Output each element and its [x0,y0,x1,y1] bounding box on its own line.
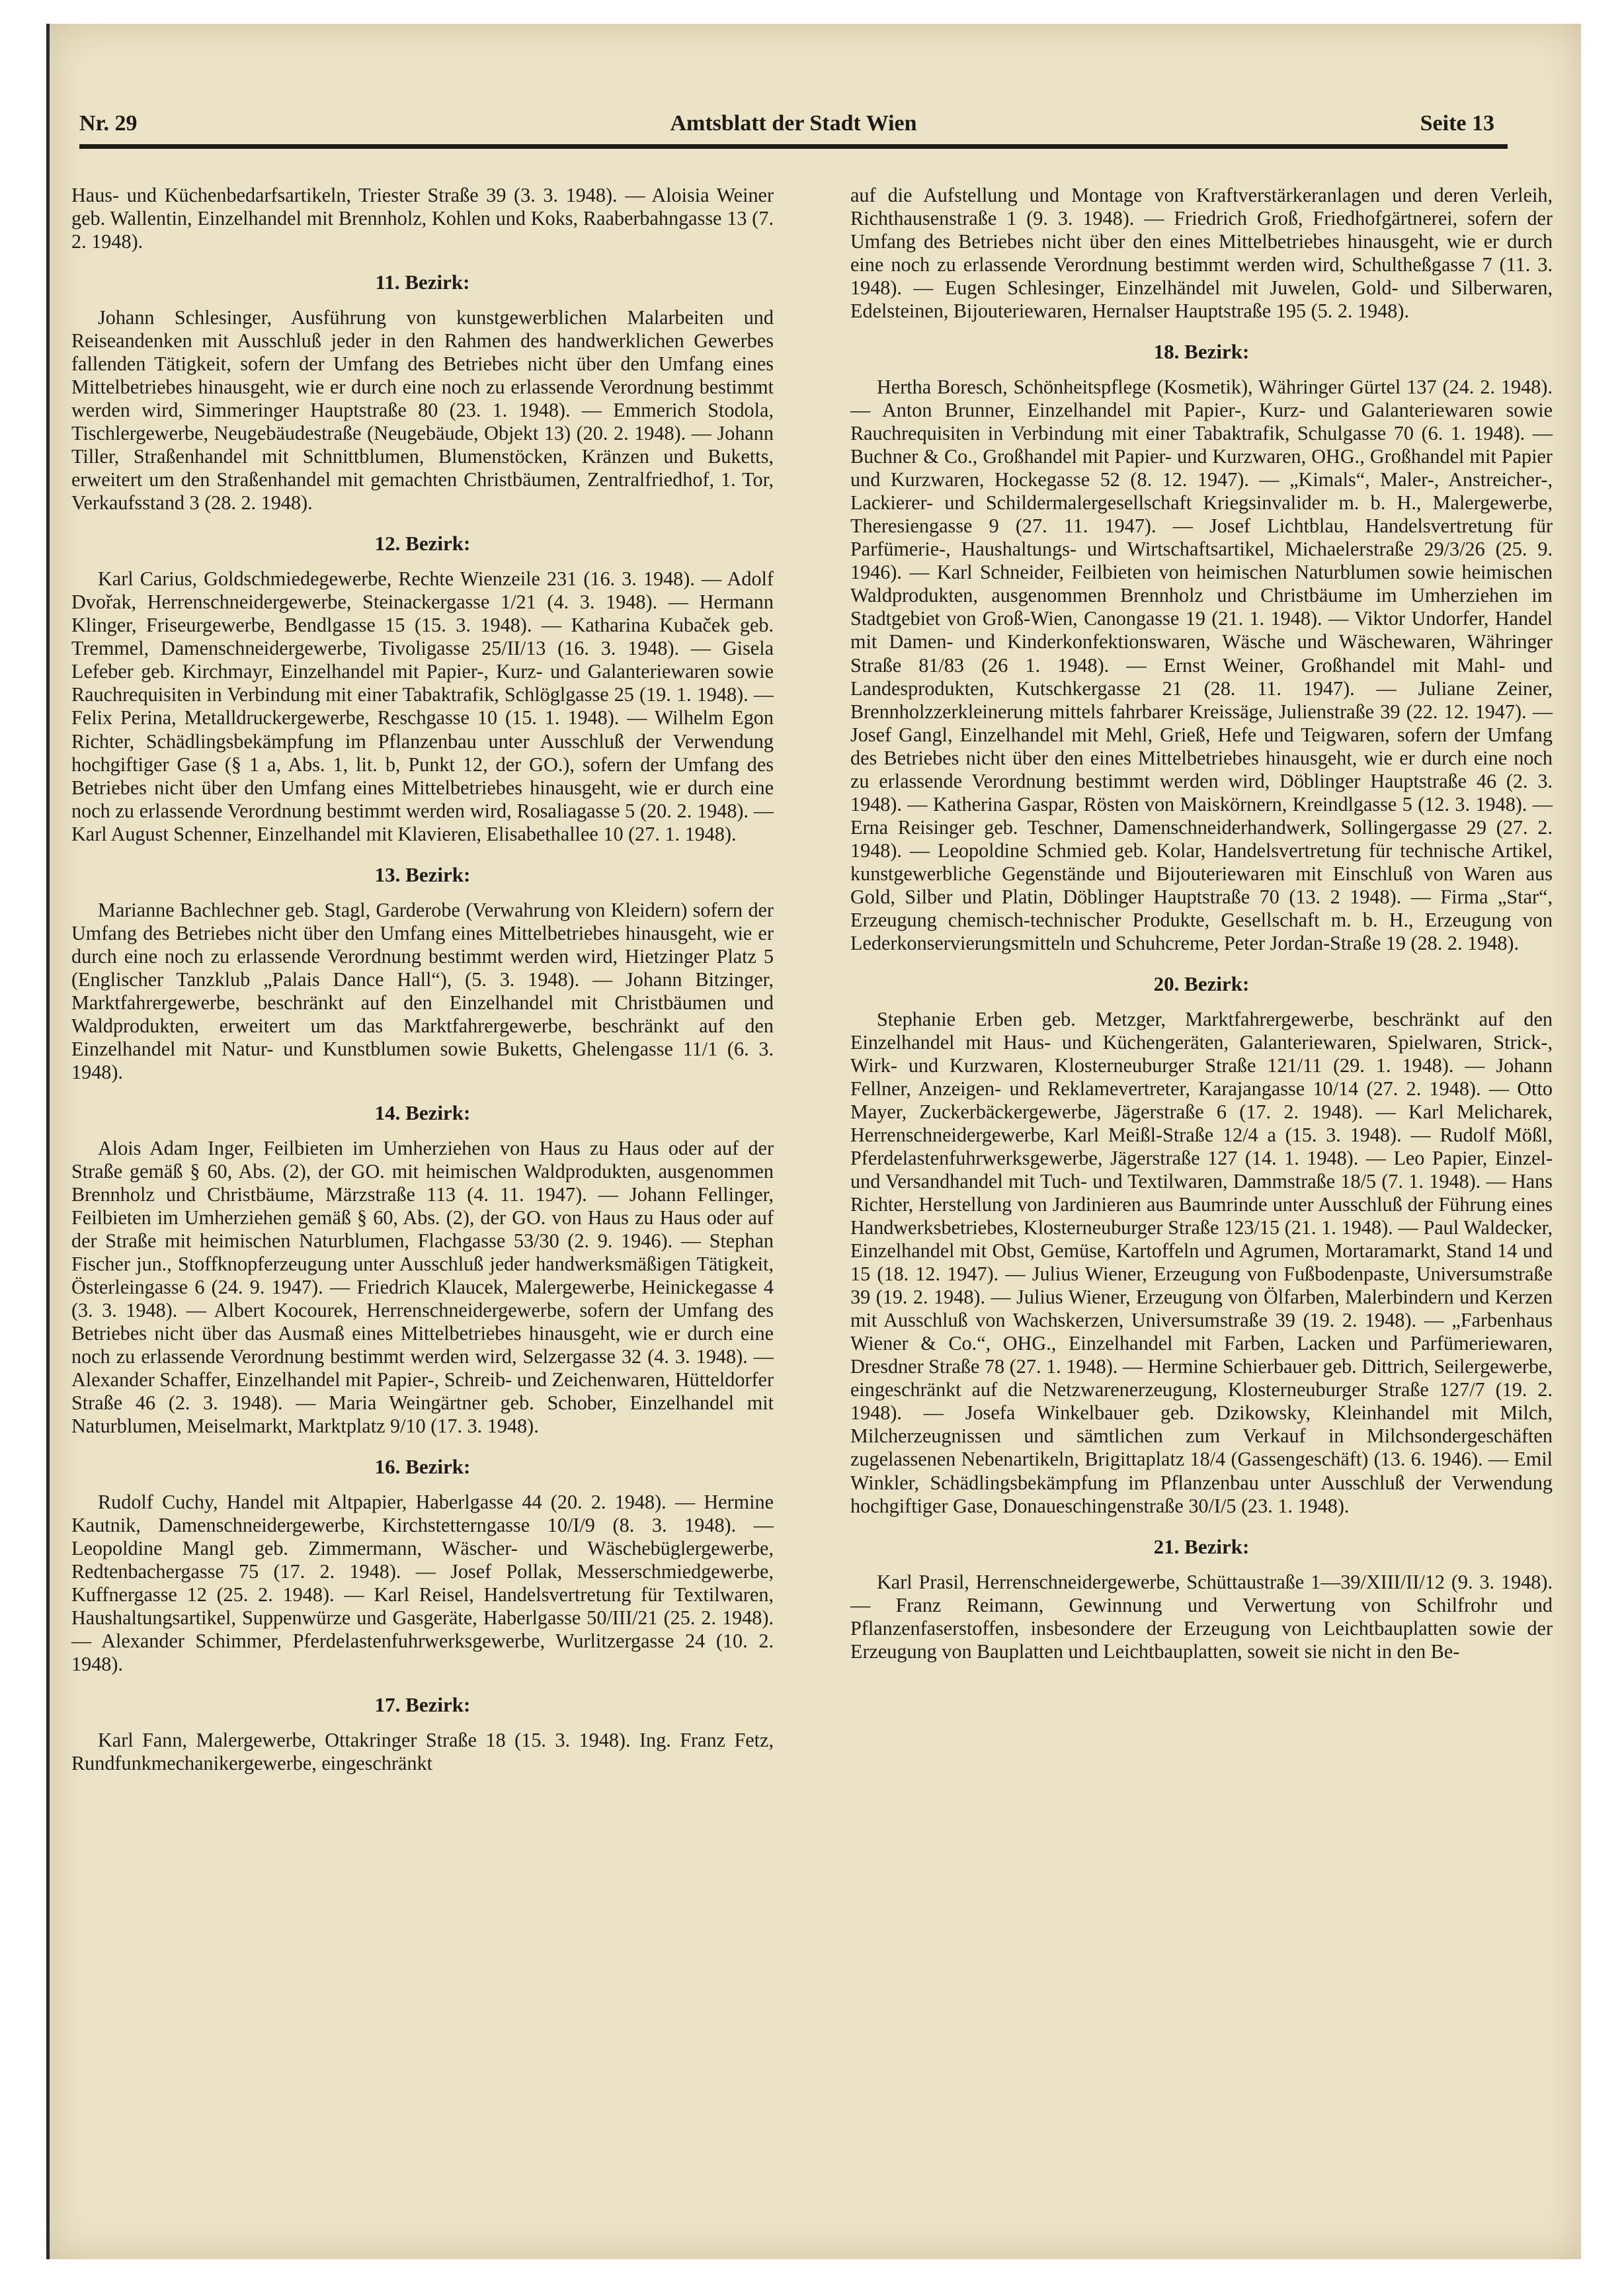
district-heading-14: 14. Bezirk: [374,1101,471,1124]
continued-paragraph: auf die Aufstellung und Montage von Kraftverstärkeranlagen und deren Verleih, Richthausenstraße 1 (9. 3. 1948). — Friedrich Groß, Friedhofgärtnerei, sofern der Umfang des Betriebes nicht über den eines Mittelbetriebes hinausgeht, wie er durch eine noch zu erlassende Verordnung bestimmt werden wird, Schultheßgasse 7 (11. 3. 1948). — Eugen Schlesinger, Einzelhändel mit Juwelen, Gold- und Silberwaren, Edelsteinen, Bijouteriewaren, Hernalser Hauptstraße 195 (5. 2. 1948). [850,184,1553,323]
district-20-entries: Stephanie Erben geb. Metzger, Marktfahrergewerbe, beschränkt auf den Einzelhandel mit Haus- und Küchengeräten, Galanteriewaren, Spielwaren, Strick-, Wirk- und Kurzwaren, Klosterneuburger Straße 121/11 (29. 1. 1948). — Johann Fellner, Anzeigen- und Reklamevertreter, Karajangasse 10/14 (27. 2. 1948). — Otto Mayer, Zuckerbäckergewerbe, Jägerstraße 6 (17. 2. 1948). — Karl Melicharek, Herrenschneidergewerbe, Karl Meißl-Straße 12/4 a (15. 3. 1948). — Rudolf Mößl, Pferdelastenfuhrwerksgewerbe, Jägerstraße 127 (14. 1. 1948). — Leo Papier, Einzel- und Versandhandel mit Tuch- und Textilwaren, Dammstraße 18/5 (7. 1. 1948). — Hans Richter, Herstellung von Jardinieren aus Baumrinde unter Ausschluß der Führung eines Handwerksbetriebes, Klosterneuburger Straße 123/15 (21. 1. 1948). — Paul Waldecker, Einzelhandel mit Obst, Gemüse, Kartoffeln und Agrumen, Mortaramarkt, Stand 14 und 15 (18. 12. 1947). — Julius Wiener, Erzeugung von Fußbodenpaste, Universumstraße 39 (19. 2. 1948). — Julius Wiener, Erzeugung von Ölfarben, Malerbindern und Kerzen mit Ausschluß von Wachskerzen, Universumstraße 39 (19. 2. 1948). — „Farbenhaus Wiener & Co.“, OHG., Einzelhandel mit Farben, Lacken und Parfümeriewaren, Dresdner Straße 78 (27. 1. 1948). — Hermine Schierbauer geb. Dittrich, Seilergewerbe, eingeschränkt auf die Netzwarenerzeugung, Klosterneuburger Straße 127/7 (19. 2. 1948). — Josefa Winkelbauer geb. Dzikowsky, Kleinhandel mit Milch, Milcherzeugnissen und sämtlichen zum Verkauf in Milchsondergeschäften zugelassenen Nebenartikeln, Brigittaplatz 18/4 (Gassengeschäft) (13. 6. 1946). — Emil Winkler, Schädlingsbekämpfung im Pflanzenbau unter Ausschluß der Verwendung hochgiftiger Gase, Donaueschingenstraße 30/I/5 (23. 1. 1948). [850,1007,1553,1517]
issue-number: Nr. 29 [79,111,138,136]
district-heading-11: 11. Bezirk: [375,270,470,294]
district-13-entries: Marianne Bachlechner geb. Stagl, Garderobe (Verwahrung von Kleidern) sofern der Umfang des Betriebes nicht über den Umfang eines Mittelbetriebes hinausgeht, wie er durch eine noch zu erlassende Verordnung bestimmt werden wird, Hietzinger Platz 5 (Englischer Tanzklub „Palais Dance Hall“), (5. 3. 1948). — Johann Bitzinger, Marktfahrergewerbe, beschränkt auf den Einzelhandel mit Christbäumen und Waldprodukten, erweitert um das Marktfahrergewerbe, beschränkt auf den Einzelhandel mit Natur- und Kunstblumen sowie Buketts, Ghelengasse 11/1 (6. 3. 1948). [71,898,774,1083]
right-column [850,184,1553,1670]
district-heading-12: 12. Bezirk: [374,532,471,556]
page-number: Seite 13 [1420,111,1494,136]
district-heading-13: 13. Bezirk: [374,862,471,886]
district-18-entries: Hertha Boresch, Schönheitspflege (Kosmetik), Währinger Gürtel 137 (24. 2. 1948). — Anton Brunner, Einzelhandel mit Papier-, Kurz- und Galanteriewaren sowie Rauchrequisiten in Verbindung mit einer Tabaktrafik, Schulgasse 70 (6. 1. 1948). — Buchner & Co., Großhandel mit Papier- und Kurzwaren, OHG., Großhandel mit Papier und Kurzwaren, Hockegasse 52 (8. 12. 1947). — „Kimals“, Maler-, Anstreicher-, Lackierer- und Schildermalergesellschaft Kriegsinvalider m. b. H., Malergewerbe, Theresiengasse 9 (27. 11. 1947). — Josef Lichtblau, Handelsvertretung für Parfümerie-, Haushaltungs- und Wirtschaftsartikel, Michaelerstraße 29/3/26 (25. 9. 1946). — Karl Schneider, Feilbieten von heimischen Naturblumen sowie heimischen Waldprodukten, ausgenommen Brennholz und Christbäume im Umherziehen im Stadtgebiet von Groß-Wien, Canongasse 19 (21. 1. 1948). — Viktor Undorfer, Handel mit Damen- und Kinderkonfektionswaren, Wäsche und Wäschewaren, Währinger Straße 81/83 (26 1. 1948). — Ernst Weiner, Großhandel mit Mahl- und Landesprodukten, Kutschkergasse 21 (28. 11. 1947). — Juliane Zeiner, Brennholzzerkleinerung mittels fahrbarer Kreissäge, Julienstraße 39 (22. 12. 1947). — Josef Gangl, Einzelhandel mit Mehl, Grieß, Hefe und Teigwaren, sofern der Umfang des Betriebes nicht über den eines Mittelbetriebes hinausgeht, wie er durch eine noch zu erlassende Verordnung bestimmt werden wird, Döblinger Hauptstraße 46 (2. 3. 1948). — Katherina Gaspar, Rösten von Maiskörnern, Kreindlgasse 5 (12. 3. 1948). — Erna Reisinger geb. Teschner, Damenschneiderhandwerk, Sollingergasse 29 (27. 2. 1948). — Leopoldine Schmied geb. Kolar, Handelsvertretung für technische Artikel, kunstgewerbliche Gegenstände und Bijouteriewaren mit Einschluß von Waren aus Gold, Silber und Platin, Döblinger Hauptstraße 70 (13. 2 1948). — Firma „Star“, Erzeugung chemisch-technischer Produkte, Gesellschaft m. b. H., Erzeugung von Lederkonservierungsmitteln und Schuhcreme, Peter Jordan-Straße 19 (28. 2. 1948). [850,376,1553,954]
district-12-entries: Karl Carius, Goldschmiedegewerbe, Rechte Wienzeile 231 (16. 3. 1948). — Adolf Dvořak, Herrenschneidergewerbe, Steinackergasse 1/21 (4. 3. 1948). — Hermann Klinger, Friseurgewerbe, Bendlgasse 15 (15. 3. 1948). — Katharina Kubaček geb. Tremmel, Damenschneidergewerbe, Tivoligasse 25/II/13 (16. 3. 1948). — Gisela Lefeber geb. Kirchmayr, Einzelhandel mit Papier-, Kurz- und Galanteriewaren sowie Rauchrequisiten in Verbindung mit einer Tabaktrafik, Schlöglgasse 25 (19. 1. 1948). — Felix Perina, Metalldruckergewerbe, Reschgasse 10 (15. 1. 1948). — Wilhelm Egon Richter, Schädlingsbekämpfung im Pflanzenbau unter Ausschluß der Verwendung hochgiftiger Gase (§ 1 a, Abs. 1, lit. b, Punkt 12, der GO.), sofern der Umfang des Betriebes nicht über den Umfang eines Mittelbetriebes hinausgeht, wie er durch eine noch zu erlassende Verordnung bestimmt werden wird, Rosaliagasse 5 (20. 2. 1948). — Karl August Schenner, Einzelhandel mit Klavieren, Elisabethallee 10 (27. 1. 1948). [71,567,774,845]
district-14-entries: Alois Adam Inger, Feilbieten im Umherziehen von Haus zu Haus oder auf der Straße gemäß § 60, Abs. (2), der GO. mit heimischen Waldprodukten, ausgenommen Brennholz und Christbäume, Märzstraße 113 (4. 11. 1947). — Johann Fellinger, Feilbieten im Umherziehen gemäß § 60, Abs. (2), der GO. von Haus zu Haus oder auf der Straße mit heimischen Naturblumen, Flachgasse 53/30 (2. 9. 1946). — Stephan Fischer jun., Stoffknopferzeugung unter Ausschluß jeder handwerksmäßigen Tätigkeit, Österleingasse 6 (24. 9. 1947). — Friedrich Klaucek, Malergewerbe, Heinickegasse 4 (3. 3. 1948). — Albert Kocourek, Herrenschneidergewerbe, sofern der Umfang des Betriebes nicht über das Ausmaß eines Mittelbetriebes hinausgeht, wie er durch eine noch zu erlassende Verordnung bestimmt werden wird, Selzergasse 32 (4. 3. 1948). — Alexander Schaffer, Einzelhandel mit Papier-, Schreib- und Zeichenwaren, Hütteldorfer Straße 46 (2. 3. 1948). — Maria Weingärtner geb. Schober, Einzelhandel mit Naturblumen, Meiselmarkt, Marktplatz 9/10 (17. 3. 1948). [71,1136,774,1438]
district-21-entries: Karl Prasil, Herrenschneidergewerbe, Schüttaustraße 1—39/XIII/II/12 (9. 3. 1948). — Franz Reimann, Gewinnung und Verwertung von Schilfrohr und Pflanzenfaserstoffen, insbesondere der Erzeugung von Leichtbauplatten sowie der Erzeugung von Bauplatten und Leichtbauplatten, soweit sie nicht in den Be- [850,1570,1553,1663]
district-17-entries: Karl Fann, Malergewerbe, Ottakringer Straße 18 (15. 3. 1948). Ing. Franz Fetz, Rundfunkmechanikergewerbe, eingeschränkt [71,1729,774,1775]
district-16-entries: Rudolf Cuchy, Handel mit Altpapier, Haberlgasse 44 (20. 2. 1948). — Hermine Kautnik, Damenschneidergewerbe, Kirchstetterngasse 10/I/9 (8. 3. 1948). — Leopoldine Mangl geb. Zimmermann, Wäscher- und Wäschebüglergewerbe, Redtenbachergasse 75 (17. 2. 1948). — Josef Pollak, Messerschmiedgewerbe, Kuffnergasse 12 (25. 2. 1948). — Karl Reisel, Handelsvertretung für Textilwaren, Haushaltungsartikel, Suppenwürze und Gasgeräte, Haberlgasse 50/III/21 (25. 2. 1948). — Alexander Schimmer, Pferdelastenfuhrwerksgewerbe, Wurlitzergasse 24 (10. 2. 1948). [71,1491,774,1676]
left-column [71,184,774,1782]
publication-title: Amtsblatt der Stadt Wien [670,111,917,136]
district-11-entries: Johann Schlesinger, Ausführung von kunstgewerblichen Malarbeiten und Reiseandenken mit Ausschluß jeder in den Rahmen des handwerklichen Gewerbes fallenden Tätigkeit, sofern der Umfang des Betriebes nicht über den Umfang eines Mittelbetriebes hinausgeht, wie er durch eine noch zu erlassende Verordnung bestimmt werden wird, Simmeringer Hauptstraße 80 (23. 1. 1948). — Emmerich Stodola, Tischlergewerbe, Neugebäudestraße (Neugebäude, Objekt 13) (20. 2. 1948). — Johann Tiller, Straßenhandel mit Schnittblumen, Blumenstöcken, Kränzen und Buketts, erweitert um den Straßenhandel mit gemachten Christbäumen, Zentralfriedhof, 1. Tor, Verkaufsstand 3 (28. 2. 1948). [71,306,774,515]
district-heading-21: 21. Bezirk: [1153,1534,1250,1558]
district-heading-16: 16. Bezirk: [374,1455,471,1479]
header-rule [79,144,1508,149]
district-heading-20: 20. Bezirk: [1153,972,1250,995]
district-heading-17: 17. Bezirk: [374,1693,471,1717]
page-header [79,111,1508,145]
district-heading-18: 18. Bezirk: [1153,340,1250,364]
continued-paragraph: Haus- und Küchenbedarfsartikeln, Triester Straße 39 (3. 3. 1948). — Aloisia Weiner geb. Wallentin, Einzelhandel mit Brennholz, Kohlen und Koks, Raaberbahngasse 13 (7. 2. 1948). [71,184,774,253]
